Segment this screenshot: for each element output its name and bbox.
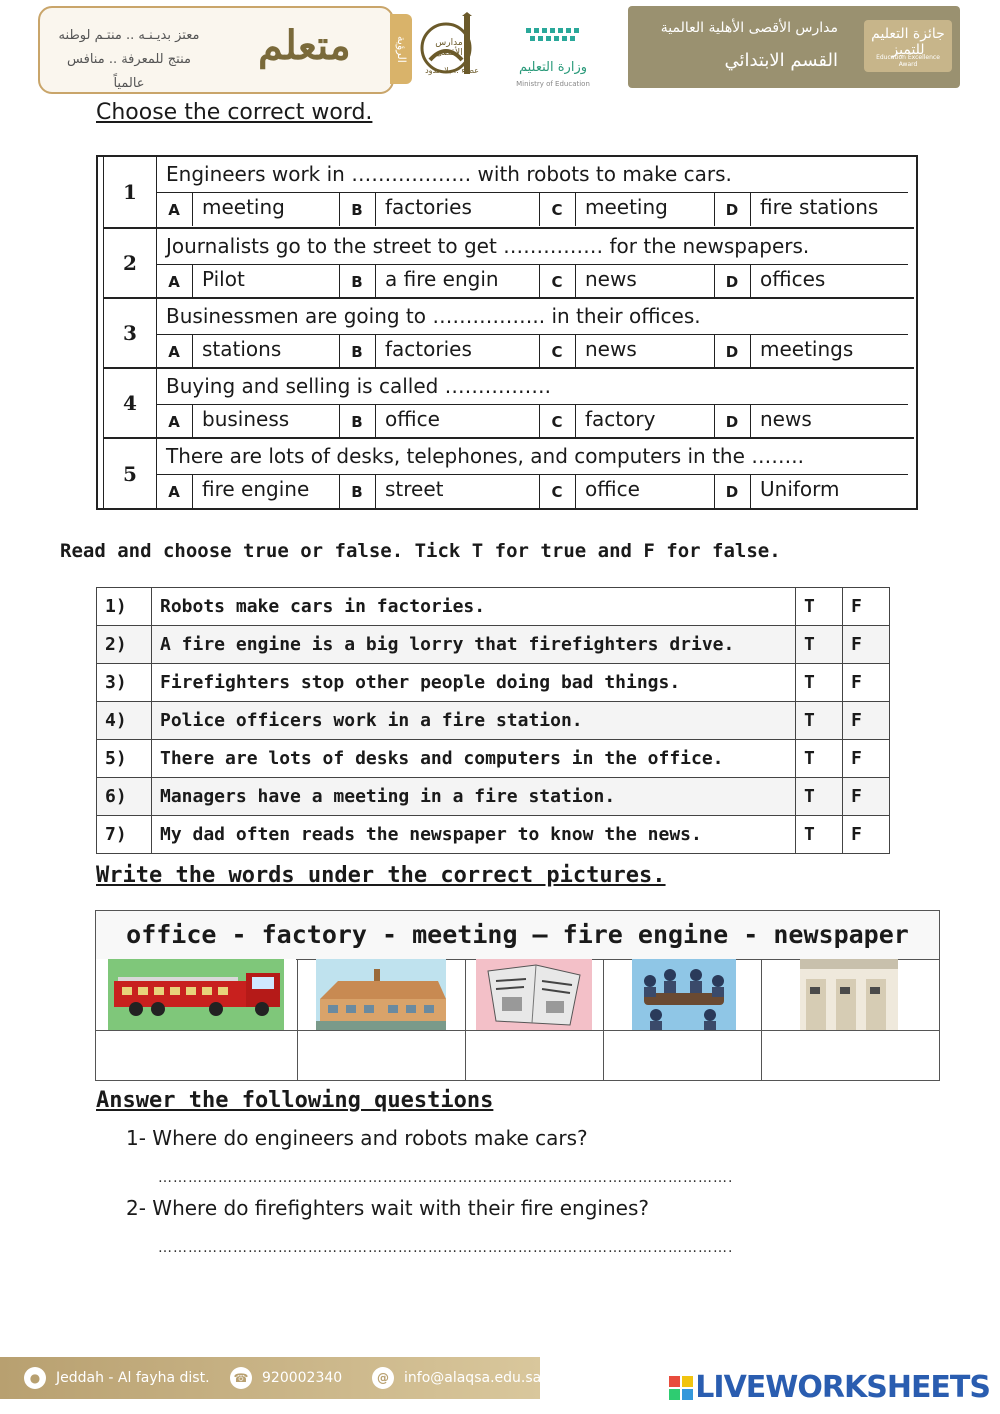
true-option[interactable]: T [796, 588, 843, 626]
option-a-choice[interactable]: Pilot [202, 267, 245, 291]
mcq-question-row [104, 439, 914, 508]
option-letter: A [156, 475, 193, 508]
statement-text: There are lots of desks and computers in the office. [152, 740, 796, 778]
tf-row [97, 664, 890, 702]
page-header [38, 6, 960, 92]
answer-line-1[interactable]: ……………………………………………………………………………………………………. [158, 1170, 734, 1186]
option-divider [339, 335, 340, 368]
false-option[interactable]: F [843, 816, 890, 854]
option-letter: A [156, 405, 193, 438]
option-d-choice[interactable]: news [760, 407, 812, 431]
option-letter: C [539, 405, 576, 438]
alaqsa-logo-text: مدارس الأقصى [435, 38, 463, 58]
footer-address: ● Jeddah - Al fayha dist. [24, 1367, 210, 1389]
email-icon: @ [372, 1367, 394, 1389]
false-option[interactable]: F [843, 702, 890, 740]
option-letter: A [156, 265, 193, 298]
statement-text: Managers have a meeting in a fire station. [152, 778, 796, 816]
option-divider [714, 405, 715, 438]
picture-table [95, 910, 940, 1081]
tf-row [97, 588, 890, 626]
footer-phone: ☎ 920002340 [230, 1367, 342, 1389]
newspaper-picture [466, 959, 602, 1030]
question-text: Engineers work in ……………… with robots to make cars. [166, 162, 732, 186]
option-divider [339, 193, 340, 226]
statement-text: Police officers work in a fire station. [152, 702, 796, 740]
phone-icon: ☎ [230, 1367, 252, 1389]
option-a-choice[interactable]: meeting [202, 195, 285, 219]
option-c-choice[interactable]: news [585, 267, 637, 291]
option-divider [339, 405, 340, 438]
option-letter: C [539, 335, 576, 368]
liveworksheets-logo-icon [669, 1376, 693, 1400]
option-b-choice[interactable]: factories [385, 195, 472, 219]
statement-number: 1) [97, 588, 152, 626]
school-name: مدارس الأقصى الأهلية العالمية [660, 20, 838, 36]
location-pin-icon: ● [24, 1367, 46, 1389]
footer-email: @ info@alaqsa.edu.sa [372, 1367, 541, 1389]
statement-number: 3) [97, 664, 152, 702]
option-letter: B [339, 193, 376, 226]
question-text: Journalists go to the street to get …………… for the newspapers. [166, 234, 810, 258]
option-letter: D [714, 335, 751, 368]
question-number: 1 [104, 157, 157, 227]
option-divider [339, 475, 340, 508]
option-divider [539, 475, 540, 508]
option-divider [714, 193, 715, 226]
section-title-answer: Answer the following questions [96, 1088, 494, 1113]
tf-row [97, 740, 890, 778]
option-letter: C [539, 475, 576, 508]
statement-text: My dad often reads the newspaper to know the news. [152, 816, 796, 854]
tf-row [97, 702, 890, 740]
option-d-choice[interactable]: offices [760, 267, 826, 291]
option-d-choice[interactable]: meetings [760, 337, 854, 361]
award-english: Education Excellence Award [876, 54, 940, 68]
true-option[interactable]: T [796, 816, 843, 854]
false-option[interactable]: F [843, 588, 890, 626]
picture-cell-2 [298, 959, 466, 1080]
answer-options [156, 474, 908, 508]
option-divider [539, 405, 540, 438]
question-number: 4 [104, 369, 157, 437]
vision-banner [38, 6, 394, 94]
true-option[interactable]: T [796, 664, 843, 702]
section-title-pictures: Write the words under the correct pictures. [96, 863, 666, 888]
picture-cell-1 [96, 959, 298, 1080]
moe-name: وزارة التعليم [518, 60, 588, 75]
false-option[interactable]: F [843, 778, 890, 816]
office-picture [762, 959, 939, 1030]
award-arabic: جائزة التعليم للتميز [871, 26, 945, 58]
alaqsa-tagline: عطاء .. بلا حدود [425, 66, 479, 75]
award-badge [864, 20, 952, 72]
statement-number: 5) [97, 740, 152, 778]
mcq-question-row [104, 157, 914, 229]
option-letter: B [339, 265, 376, 298]
question-number: 3 [104, 299, 157, 367]
option-a-choice[interactable]: business [202, 407, 290, 431]
statement-text: Robots make cars in factories. [152, 588, 796, 626]
option-letter: C [539, 193, 576, 226]
option-letter: B [339, 335, 376, 368]
option-letter: A [156, 335, 193, 368]
option-letter: B [339, 405, 376, 438]
option-letter: C [539, 265, 576, 298]
false-option[interactable]: F [843, 626, 890, 664]
option-divider [339, 265, 340, 298]
option-divider [714, 335, 715, 368]
answer-options [156, 192, 908, 226]
statement-number: 4) [97, 702, 152, 740]
vision-word: متعلم [258, 22, 351, 69]
moe-logo [508, 20, 598, 92]
true-option[interactable]: T [796, 740, 843, 778]
footer-bar [0, 1357, 540, 1399]
factory-picture [298, 959, 464, 1030]
question-number: 2 [104, 229, 157, 297]
picture-cell-3 [466, 959, 604, 1080]
option-d-choice[interactable]: fire stations [760, 195, 879, 219]
option-divider [714, 475, 715, 508]
option-b-choice[interactable]: street [385, 477, 444, 501]
word-bank: office - factory - meeting – fire engine - newspaper [96, 911, 939, 960]
true-false-table [96, 587, 890, 854]
option-b-choice[interactable]: a fire engin [385, 267, 499, 291]
mcq-question-row [104, 299, 914, 369]
fire-engine-picture [96, 959, 296, 1030]
vision-tag: الرؤية [390, 14, 412, 84]
answer-line-2[interactable]: ……………………………………………………………………………………………………. [158, 1240, 734, 1256]
option-a-choice[interactable]: fire engine [202, 477, 310, 501]
statement-text: Firefighters stop other people doing bad things. [152, 664, 796, 702]
question-2: 2- Where do firefighters wait with their fire engines? [126, 1196, 649, 1220]
option-letter: D [714, 475, 751, 508]
option-b-choice[interactable]: factories [385, 337, 472, 361]
true-option[interactable]: T [796, 626, 843, 664]
tf-row [97, 778, 890, 816]
option-b-choice[interactable]: office [385, 407, 440, 431]
option-letter: D [714, 405, 751, 438]
option-divider [539, 193, 540, 226]
false-option[interactable]: F [843, 664, 890, 702]
false-option[interactable]: F [843, 740, 890, 778]
tf-row [97, 816, 890, 854]
section-title-true-false: Read and choose true or false. Tick T for true and F for false. [60, 540, 781, 562]
moe-english-name: Ministry of Education [516, 80, 590, 88]
option-c-choice[interactable]: news [585, 337, 637, 361]
school-department: القسم الابتدائي [724, 50, 838, 71]
picture-cell-5 [762, 959, 939, 1080]
answer-options [156, 404, 908, 438]
true-option[interactable]: T [796, 702, 843, 740]
school-banner [628, 6, 960, 88]
statement-number: 6) [97, 778, 152, 816]
section-title-choose: Choose the correct word. [96, 100, 373, 125]
option-a-choice[interactable]: stations [202, 337, 282, 361]
option-d-choice[interactable]: Uniform [760, 477, 840, 501]
vision-slogan: معتز بديـنـه .. منتـم لوطنه منتج للمعرفة .. منافس عالمياً [58, 28, 200, 91]
question-number: 5 [104, 439, 157, 508]
option-divider [539, 335, 540, 368]
true-option[interactable]: T [796, 778, 843, 816]
question-text: There are lots of desks, telephones, and computers in the …….. [166, 444, 804, 468]
answer-options [156, 334, 908, 368]
mcq-question-row [104, 229, 914, 299]
meeting-picture [604, 959, 760, 1030]
option-c-choice[interactable]: meeting [585, 195, 668, 219]
option-c-choice[interactable]: factory [585, 407, 656, 431]
question-text: Businessmen are going to …………….. in their offices. [166, 304, 701, 328]
option-letter: A [156, 193, 193, 226]
option-c-choice[interactable]: office [585, 477, 640, 501]
mcq-question-row [104, 369, 914, 439]
answer-options [156, 264, 908, 298]
option-letter: D [714, 193, 751, 226]
mcq-table [96, 155, 918, 510]
picture-cell-4 [604, 959, 762, 1080]
statement-text: A fire engine is a big lorry that firefighters drive. [152, 626, 796, 664]
option-letter: D [714, 265, 751, 298]
statement-number: 7) [97, 816, 152, 854]
tf-row [97, 626, 890, 664]
moe-dots-icon [524, 26, 584, 48]
statement-number: 2) [97, 626, 152, 664]
option-letter: B [339, 475, 376, 508]
liveworksheets-brand: LIVEWORKSHEETS [669, 1370, 990, 1405]
question-text: Buying and selling is called ……………. [166, 374, 552, 398]
option-divider [539, 265, 540, 298]
question-1: 1- Where do engineers and robots make cars? [126, 1126, 588, 1150]
option-divider [714, 265, 715, 298]
